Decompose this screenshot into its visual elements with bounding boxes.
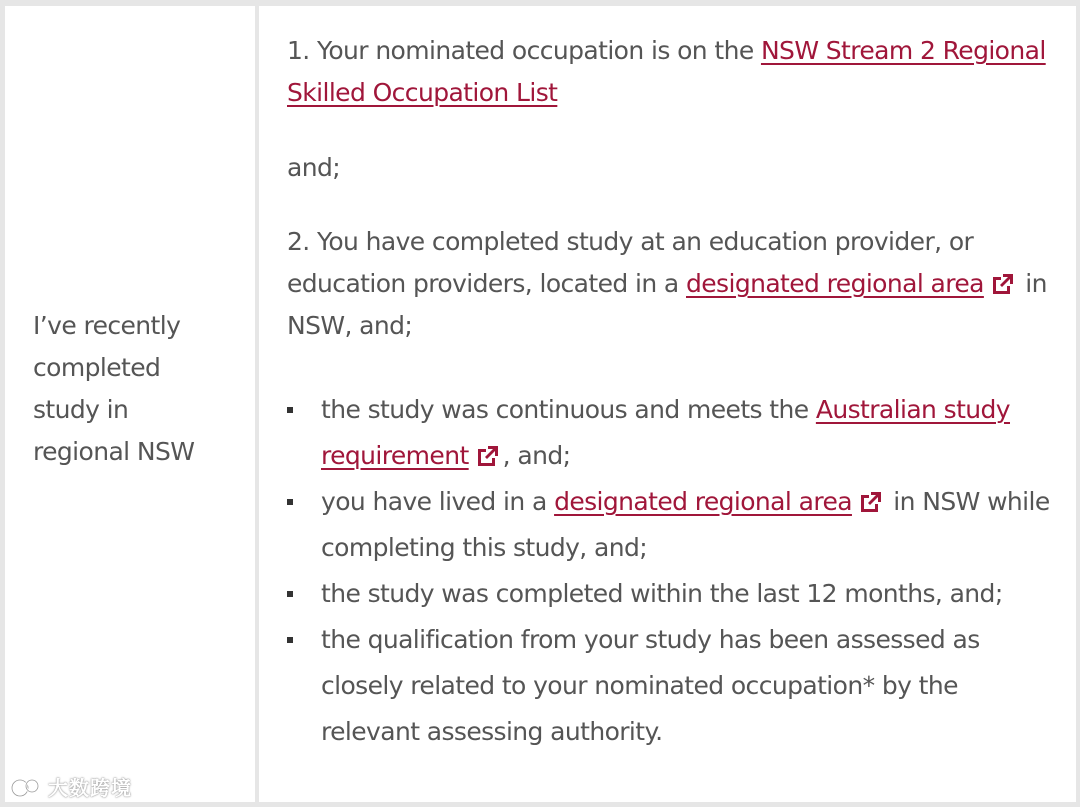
wechat-logo-icon <box>10 777 44 799</box>
square-bullet-icon <box>287 407 293 413</box>
criteria-label-cell <box>33 305 243 473</box>
condition-suffix: , and; <box>502 441 571 470</box>
criteria-label-line: study in <box>33 395 129 424</box>
list-item <box>287 617 1057 755</box>
table-border-right <box>1076 0 1080 807</box>
requirement-2-text: 2. You have completed study at an education provider, or education providers, located in a <box>287 227 974 298</box>
table-border-bottom <box>0 802 1080 807</box>
requirement-item-1 <box>287 30 1057 114</box>
criteria-label-line: I’ve recently <box>33 311 181 340</box>
square-bullet-icon <box>287 591 293 597</box>
condition-text: you have lived in a <box>321 487 555 516</box>
criteria-label-line: regional NSW <box>33 437 195 466</box>
designated-regional-area-link[interactable]: designated regional area <box>686 269 984 298</box>
external-link-icon[interactable] <box>475 445 499 467</box>
external-link-icon[interactable] <box>990 273 1014 295</box>
external-link-icon[interactable] <box>858 491 882 513</box>
watermark-text: 大数跨境 <box>48 776 132 800</box>
requirement-item-2 <box>287 221 1057 347</box>
table-border-top <box>0 0 1080 6</box>
condition-text: the qualification from your study has been assessed as closely related to your nominated occupation* by the relevant assessing authority. <box>321 625 980 746</box>
occupation-list-link[interactable]: NSW Stream 2 Regional Skilled Occupation List <box>287 36 1046 107</box>
column-divider <box>255 0 259 807</box>
table-border-left <box>0 0 5 807</box>
condition-text: the study was completed within the last 12 months, and; <box>321 579 1003 608</box>
condition-suffix: in NSW while completing this study, and; <box>321 487 1050 562</box>
square-bullet-icon <box>287 637 293 643</box>
and-connector: and; <box>287 153 341 182</box>
requirement-1-text: 1. Your nominated occupation is on the <box>287 36 761 65</box>
condition-text: the study was continuous and meets the <box>321 395 816 424</box>
criteria-label-line: completed <box>33 353 161 382</box>
square-bullet-icon <box>287 499 293 505</box>
list-item <box>287 571 1057 617</box>
list-item <box>287 387 1057 479</box>
requirement-2-suffix: in NSW, and; <box>287 269 1047 340</box>
list-item <box>287 479 1057 571</box>
designated-regional-area-link[interactable]: designated regional area <box>554 487 852 516</box>
study-conditions-list <box>287 387 1057 755</box>
australian-study-requirement-link[interactable]: Australian study requirement <box>321 395 1010 470</box>
watermark <box>10 772 132 801</box>
